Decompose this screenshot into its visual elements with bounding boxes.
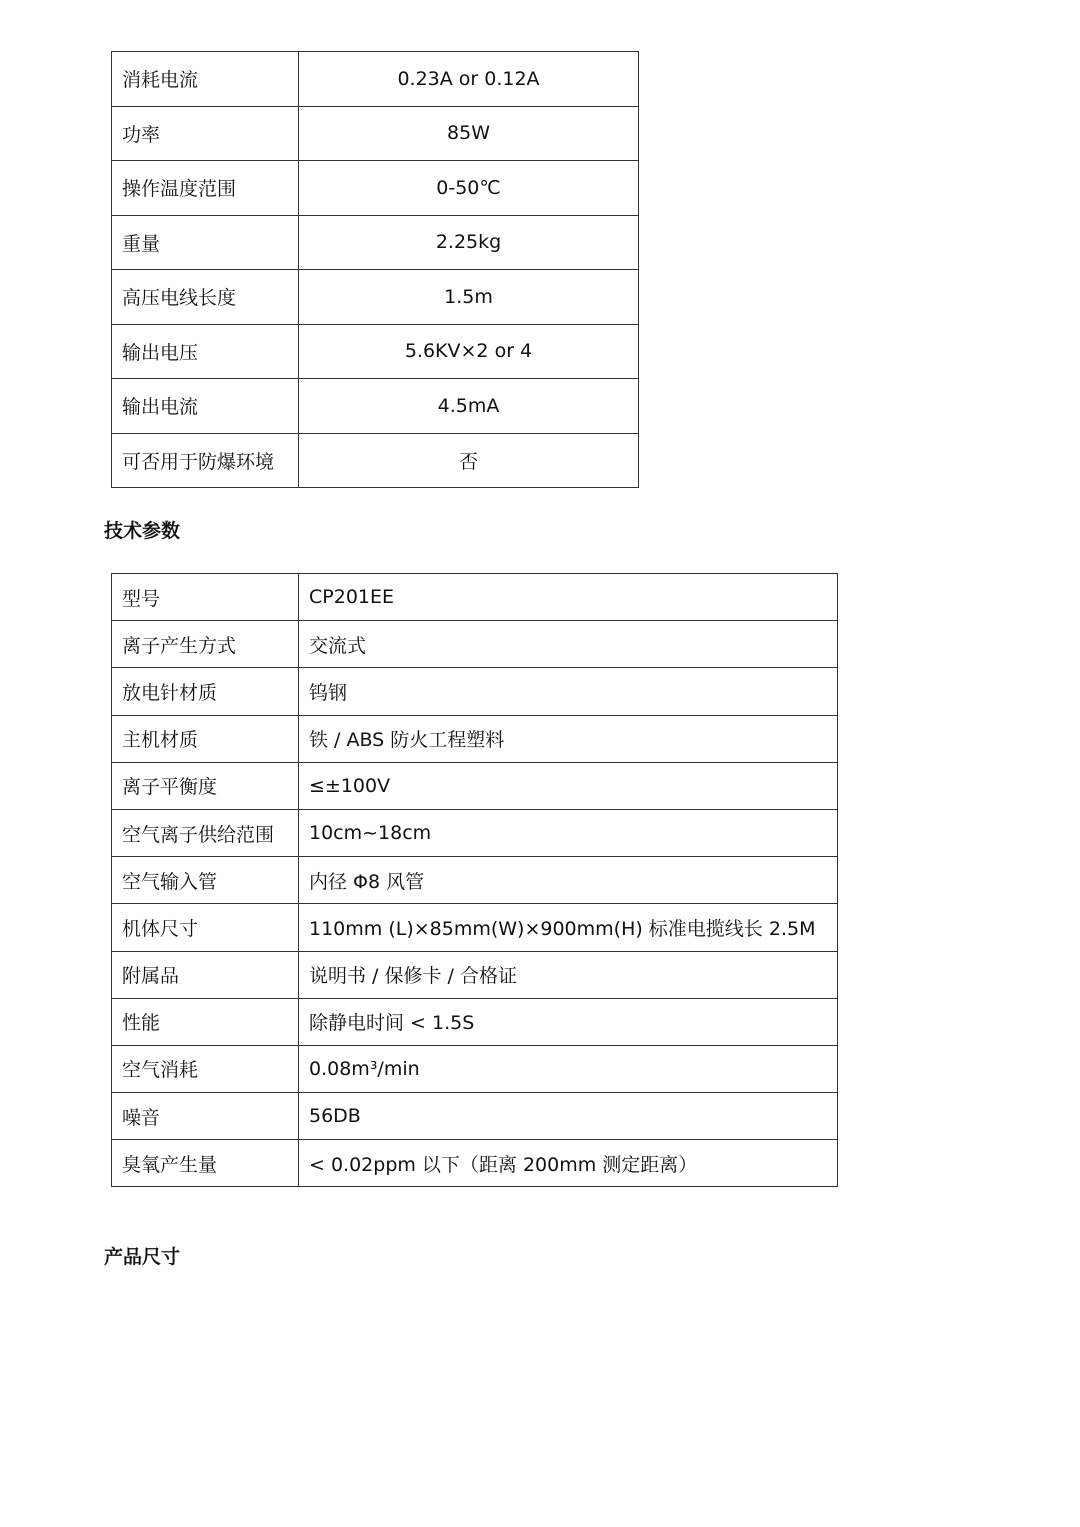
table-row xyxy=(112,668,838,715)
table-row xyxy=(112,324,639,379)
row-label: 离子产生方式 xyxy=(112,621,299,668)
row-label: 空气输入管 xyxy=(112,857,299,904)
row-label: 操作温度范围 xyxy=(112,161,299,216)
row-label: 臭氧产生量 xyxy=(112,1140,299,1187)
row-label: 消耗电流 xyxy=(112,52,299,107)
table-row xyxy=(112,161,639,216)
table-row xyxy=(112,270,639,325)
table-row xyxy=(112,215,639,270)
row-label: 空气离子供给范围 xyxy=(112,809,299,856)
row-value: 钨钢 xyxy=(299,668,838,715)
table-row xyxy=(112,1093,838,1140)
table-row xyxy=(112,762,838,809)
row-label: 可否用于防爆环境 xyxy=(112,433,299,488)
row-value: 110mm (L)×85mm(W)×900mm(H) 标准电揽线长 2.5M xyxy=(299,904,838,951)
row-value: 0-50℃ xyxy=(299,161,639,216)
row-label: 输出电流 xyxy=(112,379,299,434)
row-value: 56DB xyxy=(299,1093,838,1140)
row-value: 1.5m xyxy=(299,270,639,325)
table-row xyxy=(112,574,838,621)
section-heading-tech-params: 技术参数 xyxy=(104,520,181,542)
row-label: 性能 xyxy=(112,998,299,1045)
row-value: 铁 / ABS 防火工程塑料 xyxy=(299,715,838,762)
table-row xyxy=(112,715,838,762)
table-row xyxy=(112,621,838,668)
table-row xyxy=(112,809,838,856)
row-label: 高压电线长度 xyxy=(112,270,299,325)
section-heading-product-size: 产品尺寸 xyxy=(104,1246,181,1268)
row-value: 0.08m³/min xyxy=(299,1045,838,1092)
row-label: 功率 xyxy=(112,106,299,161)
table-row xyxy=(112,106,639,161)
row-label: 输出电压 xyxy=(112,324,299,379)
row-value: 内径 Φ8 风管 xyxy=(299,857,838,904)
row-value: 10cm~18cm xyxy=(299,809,838,856)
row-value: 5.6KV×2 or 4 xyxy=(299,324,639,379)
row-label: 附属品 xyxy=(112,951,299,998)
row-value: < 0.02ppm 以下（距离 200mm 测定距离） xyxy=(299,1140,838,1187)
row-label: 离子平衡度 xyxy=(112,762,299,809)
row-value: 交流式 xyxy=(299,621,838,668)
table-row xyxy=(112,52,639,107)
row-value: 4.5mA xyxy=(299,379,639,434)
row-label: 重量 xyxy=(112,215,299,270)
row-value: CP201EE xyxy=(299,574,838,621)
row-value: 否 xyxy=(299,433,639,488)
spec-table-top xyxy=(111,51,639,488)
row-value: 85W xyxy=(299,106,639,161)
row-value: 除静电时间 < 1.5S xyxy=(299,998,838,1045)
row-label: 机体尺寸 xyxy=(112,904,299,951)
row-value: 2.25kg xyxy=(299,215,639,270)
tech-params-table xyxy=(111,573,838,1187)
table-row xyxy=(112,1140,838,1187)
row-label: 型号 xyxy=(112,574,299,621)
table-row xyxy=(112,904,838,951)
table-row xyxy=(112,951,838,998)
table-row xyxy=(112,379,639,434)
row-label: 主机材质 xyxy=(112,715,299,762)
table-row xyxy=(112,857,838,904)
table-row xyxy=(112,1045,838,1092)
row-label: 空气消耗 xyxy=(112,1045,299,1092)
row-label: 放电针材质 xyxy=(112,668,299,715)
row-value: 说明书 / 保修卡 / 合格证 xyxy=(299,951,838,998)
table-row xyxy=(112,433,639,488)
table-row xyxy=(112,998,838,1045)
row-value: ≤±100V xyxy=(299,762,838,809)
row-label: 噪音 xyxy=(112,1093,299,1140)
row-value: 0.23A or 0.12A xyxy=(299,52,639,107)
